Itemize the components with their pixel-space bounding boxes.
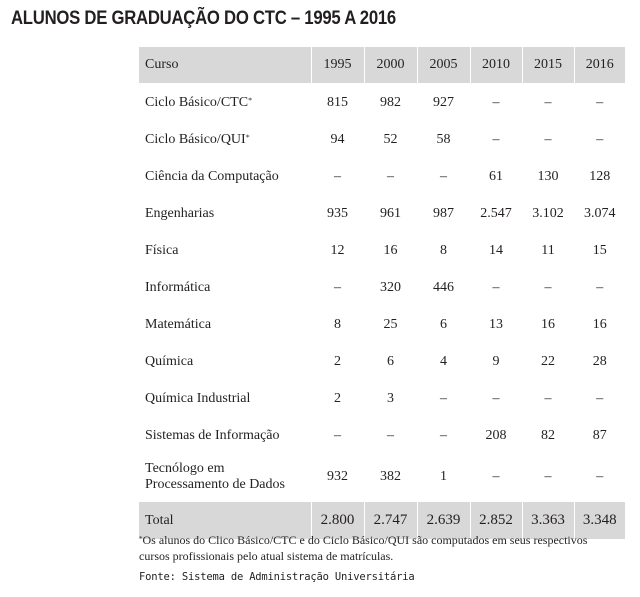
total-cell: 2.852 xyxy=(470,501,522,539)
course-name: Química Industrial xyxy=(145,390,251,406)
value-cell: 927 xyxy=(417,84,470,121)
page-title: ALUNOS DE GRADUAÇÃO DO CTC – 1995 A 2016 xyxy=(11,8,396,29)
course-name-cell xyxy=(139,417,311,454)
value-cell: – xyxy=(596,131,604,147)
value-cell: – xyxy=(417,158,470,195)
course-name: Ciência da Computação xyxy=(145,168,279,184)
value-cell: 1 xyxy=(417,454,470,501)
course-name: Ciclo Básico/CTC xyxy=(145,95,249,110)
course-name: Física xyxy=(145,242,179,258)
value-cell: 16 xyxy=(522,306,574,343)
course-name: Química xyxy=(145,353,194,369)
value-cell: 128 xyxy=(589,168,611,184)
course-name: Ciclo Básico/QUI xyxy=(145,131,246,147)
value-cell: 2 xyxy=(311,380,364,417)
course-name-cell xyxy=(139,380,311,417)
value-cell: 25 xyxy=(364,306,417,343)
value-cell: 815 xyxy=(311,84,364,121)
value-cell: 61 xyxy=(470,158,522,195)
course-name: Engenharias xyxy=(145,205,215,221)
value-cell: 208 xyxy=(470,417,522,454)
value-cell: – xyxy=(522,121,574,158)
course-name: Matemática xyxy=(145,316,212,332)
footnote-marker: * xyxy=(248,96,253,105)
table-row xyxy=(139,121,625,158)
value-cell: 961 xyxy=(364,195,417,232)
table-row xyxy=(139,454,625,501)
table-row xyxy=(139,417,625,454)
table-row xyxy=(139,306,625,343)
value-cell: 6 xyxy=(417,306,470,343)
value-cell: – xyxy=(417,417,470,454)
course-name-cell xyxy=(139,158,311,195)
course-name-cell xyxy=(139,454,311,501)
table-row xyxy=(139,343,625,380)
value-cell: 82 xyxy=(522,417,574,454)
course-name-cell xyxy=(139,269,311,306)
value-cell: – xyxy=(596,469,604,484)
source-note: Fonte: Sistema de Administração Universitária xyxy=(139,571,415,583)
value-cell: – xyxy=(596,390,604,406)
value-cell: 3.102 xyxy=(522,195,574,232)
value-cell: 932 xyxy=(311,454,364,501)
table-row xyxy=(139,380,625,417)
value-cell: 16 xyxy=(364,232,417,269)
value-cell: 11 xyxy=(522,232,574,269)
value-cell: 94 xyxy=(311,121,364,158)
table-row xyxy=(139,84,625,121)
value-cell: 28 xyxy=(592,353,607,369)
course-name-cell xyxy=(139,195,311,232)
course-name-cell xyxy=(139,84,311,121)
column-header-year: 2015 xyxy=(522,47,574,84)
value-cell: 2.547 xyxy=(470,195,522,232)
table-body xyxy=(139,84,625,501)
total-cell: 2.639 xyxy=(417,501,470,539)
footnote-mark: * xyxy=(139,535,143,543)
value-cell: – xyxy=(311,269,364,306)
column-header-year: 2000 xyxy=(364,47,417,84)
value-cell: – xyxy=(470,454,522,501)
value-cell: 3.074 xyxy=(584,205,616,221)
total-cell: 2.800 xyxy=(311,501,364,539)
value-cell: – xyxy=(522,454,574,501)
value-cell: 987 xyxy=(417,195,470,232)
footnote xyxy=(139,532,609,564)
table-row xyxy=(139,269,625,306)
value-cell: – xyxy=(522,380,574,417)
footnote-text: Os alunos do Clico Básico/CTC e do Ciclo Básico/QUI são computados em seus respectivos cursos profissionais pelo atual sistema de matrículas. xyxy=(139,533,588,563)
value-cell: – xyxy=(364,158,417,195)
column-header-course: Curso xyxy=(139,47,311,84)
value-cell: 4 xyxy=(417,343,470,380)
value-cell: – xyxy=(596,279,604,295)
course-name-line: Tecnólogo em xyxy=(145,461,225,476)
course-name: Sistemas de Informação xyxy=(145,427,280,443)
value-cell: – xyxy=(311,158,364,195)
value-cell: 3 xyxy=(364,380,417,417)
total-label: Total xyxy=(139,501,311,539)
value-cell: – xyxy=(311,417,364,454)
value-cell: 935 xyxy=(311,195,364,232)
value-cell: 58 xyxy=(417,121,470,158)
course-name-line: Processamento de Dados xyxy=(145,477,285,492)
column-header-year: 2010 xyxy=(470,47,522,84)
table-row xyxy=(139,232,625,269)
value-cell: 446 xyxy=(417,269,470,306)
value-cell: 87 xyxy=(592,427,607,443)
value-cell: 9 xyxy=(470,343,522,380)
value-cell: – xyxy=(470,121,522,158)
value-cell: 16 xyxy=(592,316,607,332)
value-cell: 12 xyxy=(311,232,364,269)
total-cell: 3.348 xyxy=(574,501,625,539)
value-cell: – xyxy=(417,380,470,417)
value-cell: – xyxy=(596,95,604,110)
value-cell: – xyxy=(470,380,522,417)
column-header-year: 1995 xyxy=(311,47,364,84)
course-name-cell xyxy=(139,306,311,343)
value-cell: 8 xyxy=(417,232,470,269)
value-cell: 14 xyxy=(470,232,522,269)
table-row xyxy=(139,158,625,195)
column-header-year: 2005 xyxy=(417,47,470,84)
footnote-marker: * xyxy=(245,132,250,142)
table-row xyxy=(139,195,625,232)
value-cell: – xyxy=(522,269,574,306)
course-name-cell xyxy=(139,232,311,269)
total-cell: 3.363 xyxy=(522,501,574,539)
value-cell: 15 xyxy=(592,242,607,258)
column-header-year: 2016 xyxy=(574,47,625,84)
value-cell: 320 xyxy=(364,269,417,306)
course-name: Informática xyxy=(145,279,211,295)
value-cell: 982 xyxy=(364,84,417,121)
value-cell: 22 xyxy=(522,343,574,380)
data-table xyxy=(139,47,625,539)
value-cell: 52 xyxy=(364,121,417,158)
total-cell: 2.747 xyxy=(364,501,417,539)
value-cell: 382 xyxy=(364,454,417,501)
value-cell: 2 xyxy=(311,343,364,380)
course-name-cell xyxy=(139,121,311,158)
value-cell: – xyxy=(522,84,574,121)
value-cell: – xyxy=(364,417,417,454)
course-name-cell xyxy=(139,343,311,380)
value-cell: 130 xyxy=(522,158,574,195)
value-cell: – xyxy=(470,269,522,306)
value-cell: 13 xyxy=(470,306,522,343)
value-cell: – xyxy=(470,84,522,121)
value-cell: 6 xyxy=(364,343,417,380)
value-cell: 8 xyxy=(311,306,364,343)
table-header-row xyxy=(139,47,625,84)
